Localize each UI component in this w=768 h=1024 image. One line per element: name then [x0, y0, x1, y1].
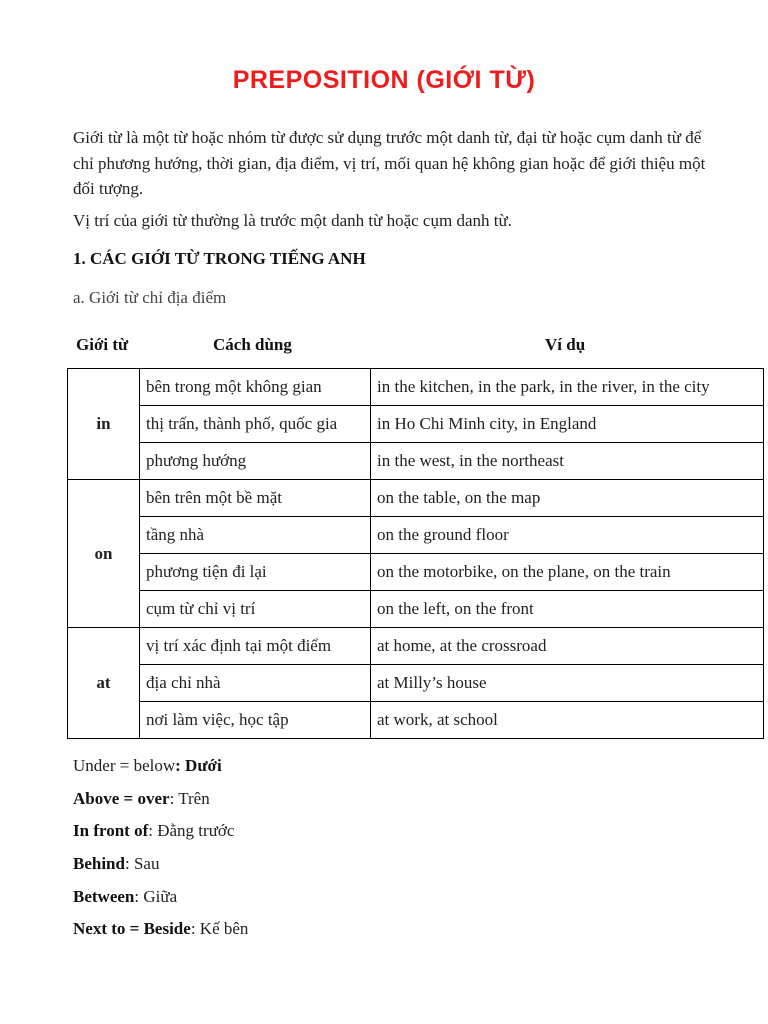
position-paragraph: Vị trí của giới từ thường là trước một danh từ hoặc cụm danh từ.	[73, 211, 512, 230]
list-separator: :	[148, 821, 158, 841]
table-header-example: Ví dụ	[545, 335, 586, 354]
page-title: PREPOSITION (GIỚI TỪ)	[232, 66, 536, 94]
table-row	[68, 628, 764, 665]
list-separator: :	[124, 854, 134, 874]
table-row	[68, 480, 764, 517]
usage-cell: vị trí xác định tại một điểm	[140, 628, 371, 665]
list-term: Behind	[73, 854, 125, 874]
table-header-preposition: Giới từ	[76, 335, 129, 354]
preposition-table	[67, 368, 764, 739]
list-meaning: Dưới	[185, 756, 222, 775]
preposition-cell: on	[68, 480, 140, 628]
table-row	[68, 591, 764, 628]
usage-cell: thị trấn, thành phố, quốc gia	[140, 406, 371, 443]
list-item	[73, 851, 248, 884]
example-cell: at Milly’s house	[371, 665, 764, 702]
list-item	[73, 916, 248, 949]
table-row	[68, 554, 764, 591]
example-cell: at work, at school	[371, 702, 764, 739]
list-term: In front of	[73, 821, 149, 841]
list-term: Between	[73, 886, 135, 906]
table-row	[68, 665, 764, 702]
example-cell: on the ground floor	[371, 517, 764, 554]
list-meaning: Sau	[133, 854, 160, 874]
example-cell: in Ho Chi Minh city, in England	[371, 406, 764, 443]
subsection-heading: a. Giới từ chỉ địa điểm	[73, 288, 227, 307]
example-cell: on the left, on the front	[371, 591, 764, 628]
list-separator: :	[169, 788, 179, 808]
table-row	[68, 406, 764, 443]
list-item	[73, 786, 248, 819]
usage-cell: phương tiện đi lại	[140, 554, 371, 591]
example-cell: in the west, in the northeast	[371, 443, 764, 480]
list-term: Above = over	[73, 788, 170, 808]
example-cell: in the kitchen, in the park, in the river, in the city	[371, 369, 764, 406]
table-row	[68, 443, 764, 480]
example-cell: on the motorbike, on the plane, on the train	[371, 554, 764, 591]
list-meaning: Đằng trước	[157, 821, 235, 841]
section-heading: 1. CÁC GIỚI TỪ TRONG TIẾNG ANH	[73, 249, 366, 268]
list-term: Next to = Beside	[73, 919, 191, 939]
list-term: Under = below	[73, 756, 176, 775]
list-meaning: Trên	[178, 788, 210, 808]
preposition-list	[73, 753, 248, 949]
table-row	[68, 369, 764, 406]
usage-cell: nơi làm việc, học tập	[140, 702, 371, 739]
list-separator: :	[175, 756, 186, 775]
usage-cell: cụm từ chỉ vị trí	[140, 591, 371, 628]
list-item	[73, 884, 248, 917]
list-separator: :	[134, 886, 144, 906]
usage-cell: tầng nhà	[140, 517, 371, 554]
usage-cell: bên trên một bề mặt	[140, 480, 371, 517]
table-row	[68, 517, 764, 554]
list-meaning: Giữa	[143, 886, 178, 906]
preposition-cell: in	[68, 369, 140, 480]
example-cell: at home, at the crossroad	[371, 628, 764, 665]
list-meaning: Kế bên	[199, 919, 249, 939]
list-separator: :	[190, 919, 200, 939]
usage-cell: địa chỉ nhà	[140, 665, 371, 702]
table-header-usage: Cách dùng	[213, 335, 292, 354]
example-cell: on the table, on the map	[371, 480, 764, 517]
usage-cell: bên trong một không gian	[140, 369, 371, 406]
list-item	[73, 818, 248, 851]
usage-cell: phương hướng	[140, 443, 371, 480]
table-row	[68, 702, 764, 739]
intro-paragraph: Giới từ là một từ hoặc nhóm từ được sử dụng trước một danh từ, đại từ hoặc cụm danh từ để chỉ phương hướng, thời gian, địa điểm, vị trí, mối quan hệ không gian hoặc để giới thiệu một đối tượng.	[73, 128, 706, 198]
preposition-cell: at	[68, 628, 140, 739]
list-item	[73, 753, 248, 786]
